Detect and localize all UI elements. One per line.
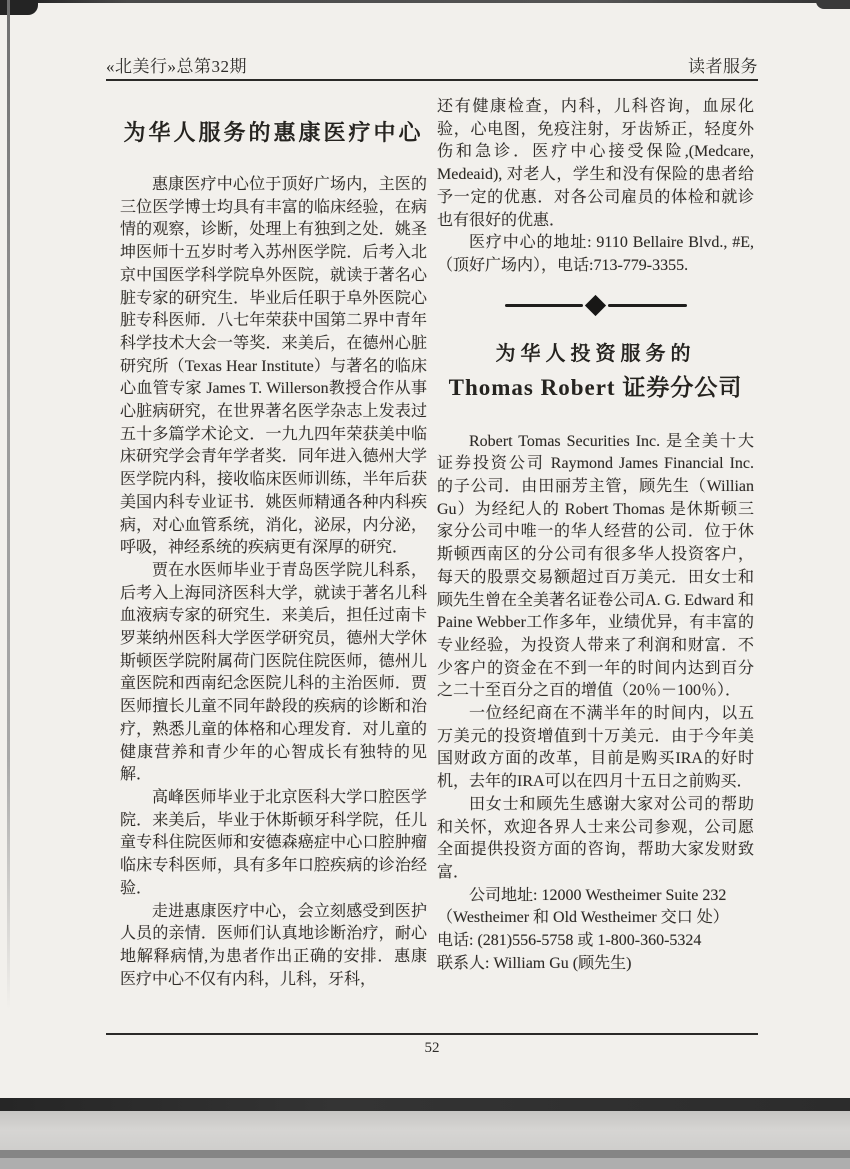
company-contact-person-line: 联系人: William Gu (顾先生): [437, 954, 632, 972]
section-label: 读者服务: [688, 57, 758, 76]
scan-bottom-dark-band: [0, 1098, 850, 1111]
paragraph: 田女士和顾先生感谢大家对公司的帮助和关怀，欢迎各界人士来公司参观，公司愿全面提供投资方面的咨询，帮助大家发财致富．: [437, 795, 754, 881]
scan-topright-shadow: [816, 0, 850, 9]
company-crossroad-line: （Westheimer 和 Old Westheimer 交口 处）: [437, 909, 729, 927]
diamond-icon: [585, 295, 606, 316]
scan-topleft-shadow: [0, 0, 38, 15]
scan-bottom-outer-band: [0, 1158, 850, 1169]
paragraph: 走进惠康医疗中心，会立刻感受到医护人员的亲情．医师们认真地诊断治疗，耐心地解释病情,为患者作出正确的安排．惠康医疗中心不仅有内科，儿科，牙科，: [120, 902, 427, 988]
running-header: [106, 52, 758, 77]
divider-line-left: [505, 304, 584, 307]
paragraph-continued: 还有健康检查，内科，儿科咨询，血尿化验，心电图，免疫注射，牙齿矫正，轻度外伤和急诊．医疗中心接受保险,(Medcare, Medeaid), 对老人，学生和没有保险的患者给予一定的优惠．对各公司雇员的体检和就诊也有很好的优惠．: [437, 98, 754, 229]
right-column: [437, 96, 754, 976]
paragraph: 一位经纪商在不满半年的时间内，以五万美元的投资增值到十万美元．由于今年美国财政方面的改革，目前是购买IRA的好时机，去年的IRA可以在四月十五日之前购买．: [437, 705, 754, 791]
scan-top-edge: [0, 0, 850, 3]
paragraph: 惠康医疗中心位于顶好广场内，主医的三位医学博士均具有丰富的临床经验，在病情的观察，诊断，处理上有独到之处．姚圣坤医师十五岁时考入苏州医学院．后考入北京中国医学科学院阜外医院，就读于著名心脏专家的研究生．毕业后任职于阜外医院心脏专科医师．八七年荣获中国第二界中青年科学技术大会一等奖．来美后，在德州心脏研究所（Texas Hear Institute）与著名的临床心血管专家 James T. Willerson教授合作从事心脏病研究，在世界著名医学杂志上发表过五十多篇学术论文．一九九四年荣获美中临床研究学会青年学者奖．同年进入德州大学医学院内科，接收临床医师训练，半年后获美国内科专业证书．姚医师精通各种内科疾病，对心血管系统，消化，泌尿，内分泌，呼吸，神经系统的疾病更有深厚的研究．: [120, 176, 427, 557]
page-number: 52: [424, 1040, 440, 1056]
journal-issue-label: «北美行»总第32期: [106, 57, 247, 76]
header-rule: [106, 79, 758, 81]
invest-article-title: [437, 339, 754, 407]
scan-left-edge: [7, 0, 10, 1010]
company-phone-line: 电话: (281)556-5758 或 1-800-360-5324: [437, 932, 702, 950]
company-address-line: 公司地址: 12000 Westheimer Suite 232: [469, 886, 727, 904]
medical-address-line: 医疗中心的地址: 9110 Bellaire Blvd., #E,（顶好广场内），电话:713-779-3355.: [437, 234, 754, 274]
invest-contact-block: [437, 885, 754, 976]
paragraph: 贾在水医师毕业于青岛医学院儿科系，后考入上海同济医科大学，就读于著名儿科血液病专家的研究生．来美后，担任过南卡罗莱纳州医科大学医学研究员，德州大学休斯顿医学院附属荷门医院住院医师，德州儿童医院和西南纪念医院儿科的主治医师．贾医师擅长儿童不同年龄段的疾病的诊断和治疗，熟悉儿童的体格和心理发育．对儿童的健康营养和青少年的心智成长有独特的见解．: [120, 561, 427, 784]
medical-article-title: 为华人服务的惠康医疗中心: [123, 120, 424, 145]
invest-title-line2: Thomas Robert 证券分公司: [448, 374, 743, 400]
scan-bottom-edge: [0, 1098, 850, 1169]
divider-line-right: [608, 304, 687, 307]
invest-title-line1: 为华人投资服务的: [495, 342, 696, 365]
section-divider: [505, 298, 687, 313]
footer-rule: [106, 1033, 758, 1035]
scan-bottom-gray-line: [0, 1150, 850, 1158]
left-column: [120, 118, 427, 991]
scan-bottom-light-band: [0, 1111, 850, 1150]
paragraph: 高峰医师毕业于北京医科大学口腔医学院．来美后，毕业于休斯顿牙科学院，任儿童专科住院医师和安德森癌症中心口腔肿瘤临床专科医师，具有多年口腔疾病的诊治经验．: [120, 788, 427, 897]
paragraph: Robert Tomas Securities Inc. 是全美十大证券投资公司 Raymond James Financial Inc. 的子公司．由田丽芳主管，顾先生（Willian Gu）为经纪人的 Robert Thomas 是休斯顿三家分公司中唯一的华人经营的公司．位于休斯顿西南区的分公司有很多华人投资客户，每天的股票交易额超过百万美元．田女士和顾先生曾在全美著名证卷公司A. G. Edward 和 Paine Webber工作多年，业绩优异，有丰富的专业经验，为投资人带来了利润和财富．不少客户的资金在不到一年的时间内达到百分之二十至百分之百的增值（20％－100％）．: [437, 432, 754, 700]
